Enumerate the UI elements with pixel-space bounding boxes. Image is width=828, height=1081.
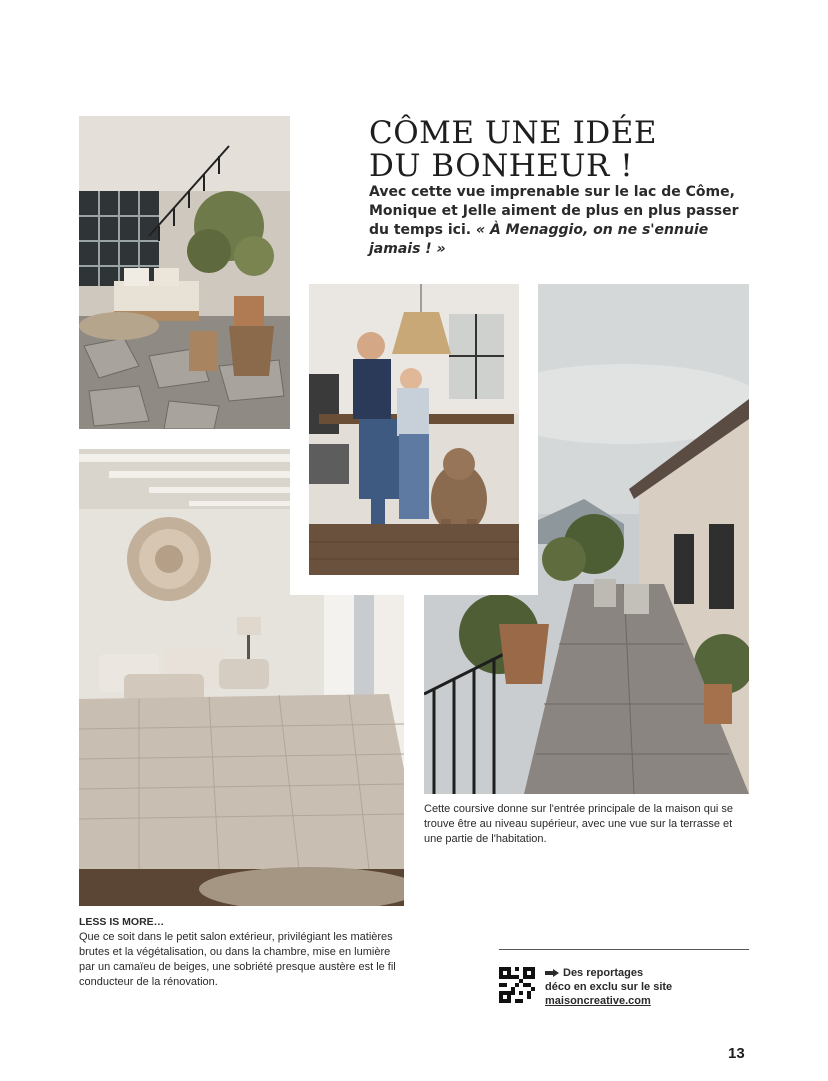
- promo-divider: [499, 949, 749, 950]
- qr-code-icon[interactable]: [499, 967, 535, 1003]
- couple-photo: [309, 284, 519, 575]
- page-number: 13: [728, 1045, 745, 1062]
- bedroom-caption: [79, 915, 399, 990]
- title-line-2: DU BONHEUR !: [369, 148, 634, 184]
- terrace-caption: Cette coursive donne sur l'entrée principale de la maison qui se trouve être au niveau supérieur, avec une vue sur la terrasse et une partie de l'habitation.: [424, 803, 734, 845]
- promo-line-2: déco en exclu sur le site: [545, 981, 673, 993]
- arrow-right-icon: [545, 969, 559, 977]
- bedroom-caption-text: Que ce soit dans le petit salon extérieur, privilégiant les matières brutes et la végétalisation, ou dans la chambre, mise en lumière par un camaïeu de beiges, une sobriété presque austère est le fil conducteur de la rénovation.: [79, 931, 396, 988]
- promo-line-1: Des reportages: [563, 967, 644, 979]
- patio-photo: [79, 116, 290, 429]
- article-title: [369, 117, 739, 183]
- article-intro: [369, 183, 744, 259]
- intro-text: Avec cette vue imprenable sur le lac de Côme, Monique et Jelle aiment de plus en plus passer du temps ici.: [369, 184, 739, 238]
- bedroom-caption-heading: LESS IS MORE…: [79, 916, 165, 928]
- promo-text: [545, 966, 745, 1008]
- intro-quote: « À Menaggio, on ne s'ennuie jamais ! »: [369, 222, 709, 257]
- title-line-1: CÔME UNE IDÉE: [369, 115, 657, 151]
- promo-site-link[interactable]: maisoncreative.com: [545, 995, 651, 1007]
